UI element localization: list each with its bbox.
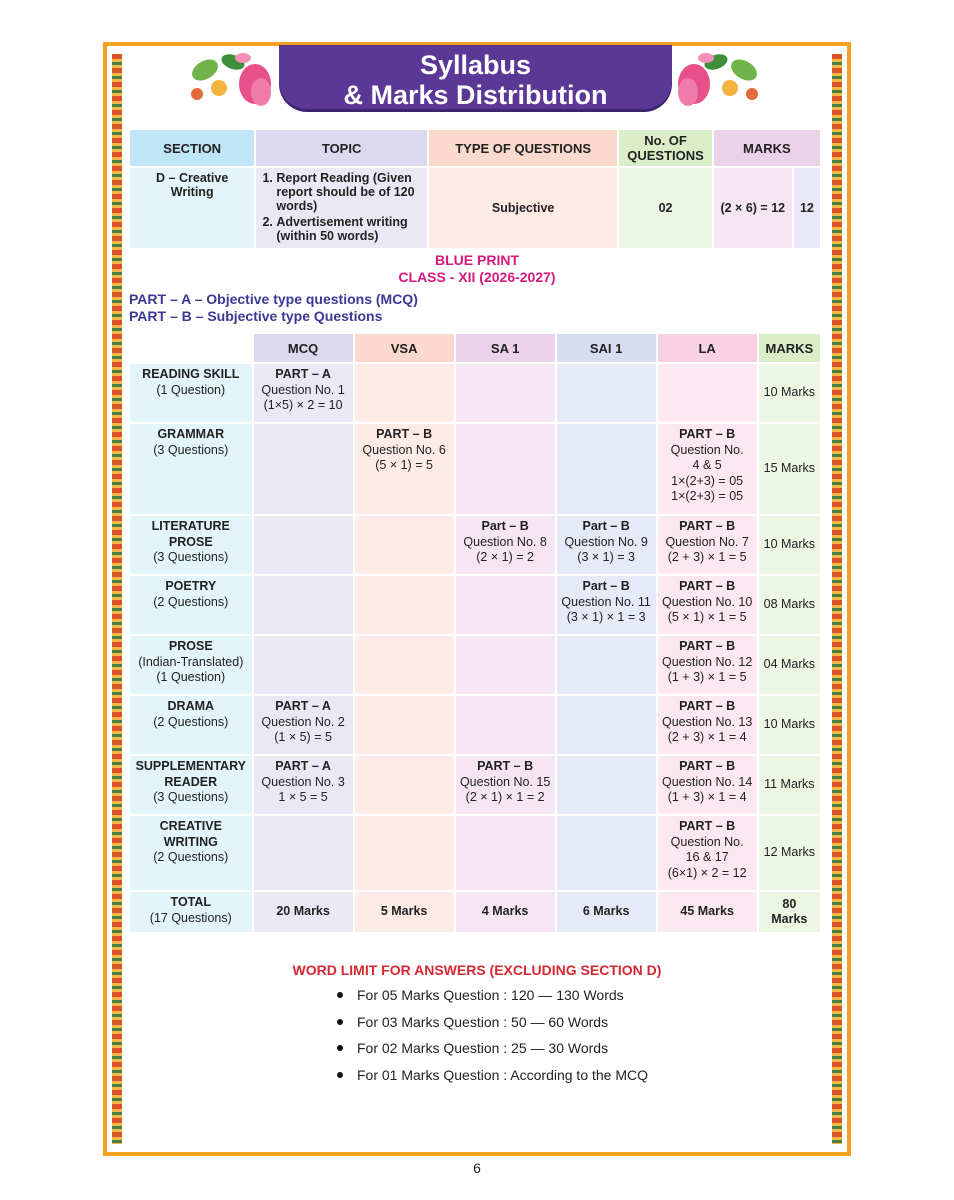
cell-part: PART – B (679, 427, 736, 441)
cell-part: PART – A (275, 367, 331, 381)
total-sub: (17 Questions) (149, 910, 232, 925)
blueprint-section-cell (130, 516, 252, 574)
cell-line: Question No. 11 (561, 594, 651, 609)
bullet-icon (337, 992, 343, 998)
syllabus-table (128, 128, 822, 250)
blueprint-sai-cell (557, 696, 656, 754)
blueprint-section-cell (130, 364, 252, 422)
list-item (333, 1014, 648, 1041)
section-name: LITERATURE PROSE (151, 519, 230, 549)
blueprint-marks-cell: 04 Marks (759, 636, 820, 694)
blueprint-section-cell (130, 696, 252, 754)
section-name: POETRY (165, 579, 217, 593)
blueprint-vsa-cell (355, 816, 454, 890)
cell-line: Question No. 2 (261, 714, 345, 729)
cell-part: PART – B (679, 759, 736, 773)
blueprint-header-sa1: SA 1 (456, 334, 555, 362)
blueprint-header-vsa: VSA (355, 334, 454, 362)
page-title-line2: & Marks Distribution (343, 80, 608, 110)
section-sub: (2 Questions) (153, 594, 229, 609)
cell-line: 4 & 5 (692, 458, 722, 472)
blueprint-mcq-cell (254, 364, 353, 422)
blueprint-marks-cell: 15 Marks (759, 424, 820, 514)
blueprint-sai-cell (557, 516, 656, 574)
blueprint-vsa-cell (355, 636, 454, 694)
section-name: GRAMMAR (157, 427, 225, 441)
section-sub: (Indian-Translated) (138, 654, 244, 669)
cell-line: Question No. (670, 442, 744, 457)
syllabus-num-cell: 02 (619, 168, 711, 248)
blueprint-la-cell (658, 696, 757, 754)
page-number: 6 (473, 1160, 481, 1176)
blueprint-marks-cell: 12 Marks (759, 816, 820, 890)
blueprint-header-la: LA (658, 334, 757, 362)
blueprint-mcq-cell (254, 756, 353, 814)
blueprint-section-cell (130, 756, 252, 814)
blueprint-sa1-cell (456, 696, 555, 754)
list-item (333, 1067, 648, 1094)
blueprint-mcq-cell (254, 816, 353, 890)
cell-line: 16 & 17 (685, 850, 729, 864)
table-row (130, 516, 820, 574)
part-b-description: PART – B – Subjective type Questions (129, 308, 383, 324)
blueprint-vsa-cell (355, 696, 454, 754)
total-sa1-cell: 4 Marks (456, 892, 555, 932)
section-name: DRAMA (167, 699, 215, 713)
decorative-border-right (832, 54, 842, 1144)
syllabus-header-row (130, 130, 820, 166)
word-limit-item: For 05 Marks Question : 120 — 130 Words (357, 987, 624, 1003)
syllabus-header-type: TYPE OF QUESTIONS (429, 130, 618, 166)
blueprint-marks-cell: 11 Marks (759, 756, 820, 814)
table-row (130, 756, 820, 814)
blueprint-sai-cell (557, 364, 656, 422)
table-row (130, 424, 820, 514)
syllabus-header-marks: MARKS (714, 130, 820, 166)
blueprint-sa1-cell (456, 816, 555, 890)
blueprint-mcq-cell (254, 424, 353, 514)
syllabus-marks-cell: 12 (794, 168, 820, 248)
blueprint-section-cell (130, 576, 252, 634)
word-limit-list (333, 987, 648, 1093)
bullet-icon (337, 1045, 343, 1051)
syllabus-type-cell: Subjective (429, 168, 618, 248)
cell-part: PART – B (679, 639, 736, 653)
blueprint-la-cell (658, 756, 757, 814)
blueprint-sa1-cell (456, 756, 555, 814)
blueprint-la-cell (658, 424, 757, 514)
section-sub: (3 Questions) (153, 442, 229, 457)
cell-line: 1×(2+3) = 05 (671, 489, 744, 503)
list-item (333, 1040, 648, 1067)
syllabus-topic-cell (256, 168, 427, 248)
section-name: CREATIVE WRITING (159, 819, 222, 849)
cell-line: (1 × 5) = 5 (274, 730, 332, 744)
section-name: SUPPLEMENTARY READER (135, 759, 246, 789)
cell-part: PART – B (376, 427, 433, 441)
cell-line: 1 × 5 = 5 (278, 790, 328, 804)
cell-line: (5 × 1) × 1 = 5 (667, 610, 747, 624)
blueprint-vsa-cell (355, 364, 454, 422)
table-row (130, 576, 820, 634)
cell-part: PART – B (679, 699, 736, 713)
cell-line: (5 × 1) = 5 (375, 458, 433, 472)
blueprint-la-cell (658, 516, 757, 574)
total-la-cell: 45 Marks (658, 892, 757, 932)
table-row (130, 816, 820, 890)
blueprint-sa1-cell (456, 636, 555, 694)
blueprint-sai-cell (557, 424, 656, 514)
blueprint-table (128, 332, 822, 934)
cell-part: Part – B (582, 519, 630, 533)
blueprint-vsa-cell (355, 516, 454, 574)
blueprint-vsa-cell (355, 576, 454, 634)
blueprint-vsa-cell (355, 756, 454, 814)
list-item (333, 987, 648, 1014)
total-label-cell (130, 892, 252, 932)
blueprint-la-cell (658, 576, 757, 634)
table-row (130, 636, 820, 694)
table-row (130, 364, 820, 422)
section-sub: (1 Question) (156, 670, 226, 684)
cell-line: Question No. 13 (661, 714, 753, 729)
cell-part: PART – B (477, 759, 534, 773)
cell-part: PART – A (275, 699, 331, 713)
cell-part: PART – A (275, 759, 331, 773)
blueprint-section-cell (130, 424, 252, 514)
flower-decoration-right-icon (672, 48, 764, 108)
blueprint-marks-cell: 10 Marks (759, 364, 820, 422)
word-limit-item: For 02 Marks Question : 25 — 30 Words (357, 1040, 609, 1056)
blueprint-sa1-cell (456, 364, 555, 422)
cell-line: (3 × 1) × 1 = 3 (566, 610, 646, 624)
blueprint-la-cell (658, 364, 757, 422)
blueprint-sa1-cell (456, 516, 555, 574)
cell-line: Question No. 1 (261, 382, 345, 397)
cell-line: Question No. 14 (661, 774, 753, 789)
blueprint-la-cell (658, 636, 757, 694)
blueprint-mcq-cell (254, 576, 353, 634)
section-sub: (3 Questions) (153, 790, 229, 804)
section-sub: (1 Question) (156, 382, 226, 397)
blueprint-header-mcq: MCQ (254, 334, 353, 362)
cell-part: Part – B (582, 579, 630, 593)
blueprint-header-row (130, 334, 820, 362)
topic-item: 2. Advertisement writing (within 50 words) (276, 215, 423, 243)
blueprint-header-marks: MARKS (759, 334, 820, 362)
bullet-icon (337, 1072, 343, 1078)
total-sai-cell: 6 Marks (557, 892, 656, 932)
blueprint-header-blank (130, 334, 252, 362)
syllabus-row (130, 168, 820, 248)
cell-line: Question No. 12 (661, 654, 753, 669)
blueprint-marks-cell: 08 Marks (759, 576, 820, 634)
cell-line: (2 + 3) × 1 = 5 (667, 550, 747, 564)
section-name: READING SKILL (142, 367, 240, 381)
blueprint-sai-cell (557, 636, 656, 694)
total-row (130, 892, 820, 932)
cell-part: Part – B (481, 519, 529, 533)
blueprint-title: BLUE PRINT (435, 252, 519, 268)
cell-line: Question No. 7 (665, 534, 749, 549)
cell-line: Question No. 3 (261, 774, 345, 789)
blueprint-sai-cell (557, 816, 656, 890)
section-name: PROSE (168, 639, 213, 653)
blueprint-mcq-cell (254, 636, 353, 694)
total-marks-cell: 80 Marks (759, 892, 820, 932)
syllabus-calc-cell: (2 × 6) = 12 (714, 168, 792, 248)
word-limit-title: WORD LIMIT FOR ANSWERS (EXCLUDING SECTION D) (292, 962, 662, 978)
cell-line: 1×(2+3) = 05 (671, 473, 744, 488)
part-a-description: PART – A – Objective type questions (MCQ) (129, 291, 418, 307)
bullet-icon (337, 1019, 343, 1025)
blueprint-section-cell (130, 816, 252, 890)
page-title-line1: Syllabus (419, 50, 532, 80)
cell-line: Question No. 8 (463, 534, 547, 549)
blueprint-vsa-cell (355, 424, 454, 514)
syllabus-section-cell: D – Creative Writing (130, 168, 254, 248)
blueprint-sa1-cell (456, 576, 555, 634)
flower-decoration-left-icon (185, 48, 277, 108)
total-label: TOTAL (170, 895, 212, 909)
blueprint-sai-cell (557, 576, 656, 634)
syllabus-header-topic: TOPIC (256, 130, 427, 166)
word-limit-item: For 01 Marks Question : According to the MCQ (357, 1066, 649, 1083)
cell-line: Question No. 15 (459, 774, 551, 789)
section-sub: (3 Questions) (153, 550, 229, 564)
blueprint-header-sai1: SAI 1 (557, 334, 656, 362)
blueprint-mcq-cell (254, 696, 353, 754)
cell-line: (2 × 1) = 2 (476, 550, 534, 564)
cell-line: Question No. 6 (362, 442, 446, 457)
cell-line: (2 + 3) × 1 = 4 (667, 730, 747, 744)
cell-line: Question No. 10 (661, 594, 753, 609)
table-row (130, 696, 820, 754)
cell-line: (2 × 1) × 1 = 2 (465, 790, 545, 804)
blueprint-sa1-cell (456, 424, 555, 514)
total-vsa-cell: 5 Marks (355, 892, 454, 932)
syllabus-header-section: SECTION (130, 130, 254, 166)
blueprint-marks-cell: 10 Marks (759, 516, 820, 574)
page-title-banner (279, 45, 672, 109)
blueprint-subtitle: CLASS - XII (2026-2027) (398, 269, 556, 285)
cell-line: (1 + 3) × 1 = 4 (667, 790, 747, 804)
word-limit-item: For 03 Marks Question : 50 — 60 Words (357, 1013, 609, 1030)
cell-line: Question No. 9 (564, 534, 648, 549)
topic-item: 1. Report Reading (Given report should be of 120 words) (276, 171, 423, 213)
section-sub: (2 Questions) (153, 850, 229, 864)
blueprint-marks-cell: 10 Marks (759, 696, 820, 754)
blueprint-section-cell (130, 636, 252, 694)
blueprint-mcq-cell (254, 516, 353, 574)
syllabus-header-num: No. OF QUESTIONS (619, 130, 711, 166)
total-mcq-cell: 20 Marks (254, 892, 353, 932)
section-sub: (2 Questions) (153, 714, 229, 729)
cell-part: PART – B (679, 519, 736, 533)
cell-line: (1×5) × 2 = 10 (263, 398, 343, 412)
blueprint-sai-cell (557, 756, 656, 814)
blueprint-la-cell (658, 816, 757, 890)
cell-line: (3 × 1) = 3 (577, 550, 635, 564)
cell-line: (1 + 3) × 1 = 5 (667, 670, 747, 684)
cell-part: PART – B (679, 579, 736, 593)
cell-line: Question No. (670, 834, 744, 849)
cell-line: (6×1) × 2 = 12 (667, 865, 747, 880)
cell-part: PART – B (679, 819, 736, 833)
decorative-border-left (112, 54, 122, 1144)
